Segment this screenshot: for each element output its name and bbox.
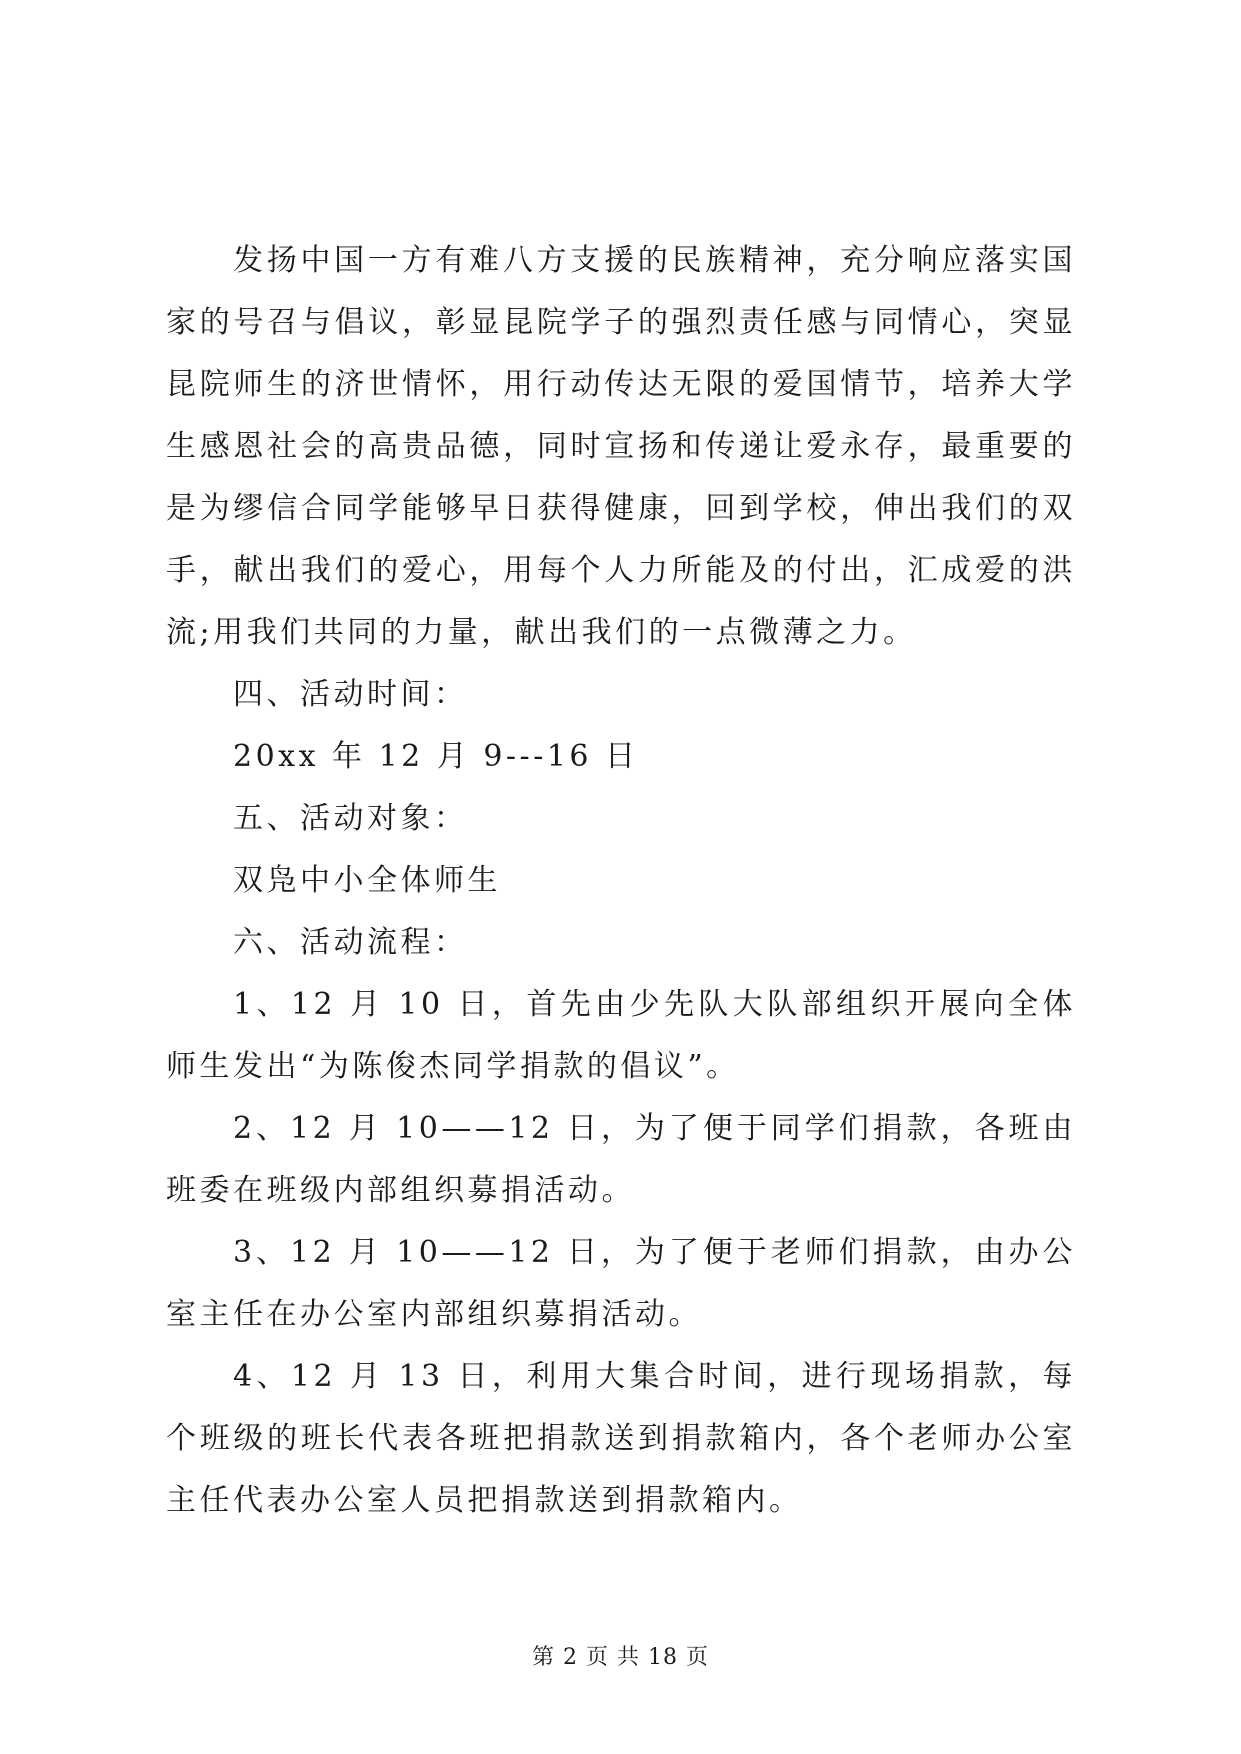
activity-target-value: 双凫中小全体师生	[233, 863, 501, 898]
document-body	[166, 230, 1076, 1532]
heading-activity-process: 六、活动流程：	[233, 925, 468, 960]
process-step-4: 4、12 月 13 日，利用大集合时间，进行现场捐款，每个班级的班长代表各班把捐款送到捐款箱内，各个老师办公室主任代表办公室人员把捐款送到捐款箱内。	[166, 1359, 1076, 1518]
process-step-1: 1、12 月 10 日，首先由少先队大队部组织开展向全体师生发出“为陈俊杰同学捐款的倡议”。	[166, 987, 1076, 1084]
heading-activity-target: 五、活动对象：	[233, 801, 468, 836]
page-number-footer: 第 2 页 共 18 页	[532, 1645, 709, 1670]
activity-time-value: 20xx 年 12 月 9---16 日	[233, 739, 639, 774]
process-step-2: 2、12 月 10——12 日，为了便于同学们捐款，各班由班委在班级内部组织募捐活动。	[166, 1111, 1076, 1208]
heading-activity-time: 四、活动时间：	[233, 677, 468, 712]
process-step-3: 3、12 月 10——12 日，为了便于老师们捐款，由办公室主任在办公室内部组织募捐活动。	[166, 1235, 1076, 1332]
paragraph-purpose: 发扬中国一方有难八方支援的民族精神，充分响应落实国家的号召与倡议，彰显昆院学子的强烈责任感与同情心，突显昆院师生的济世情怀，用行动传达无限的爱国情节，培养大学生感恩社会的高贵品德，同时宣扬和传递让爱永存，最重要的是为缪信合同学能够早日获得健康，回到学校，伸出我们的双手，献出我们的爱心，用每个人力所能及的付出，汇成爱的洪流;用我们共同的力量，献出我们的一点微薄之力。	[166, 243, 1076, 650]
